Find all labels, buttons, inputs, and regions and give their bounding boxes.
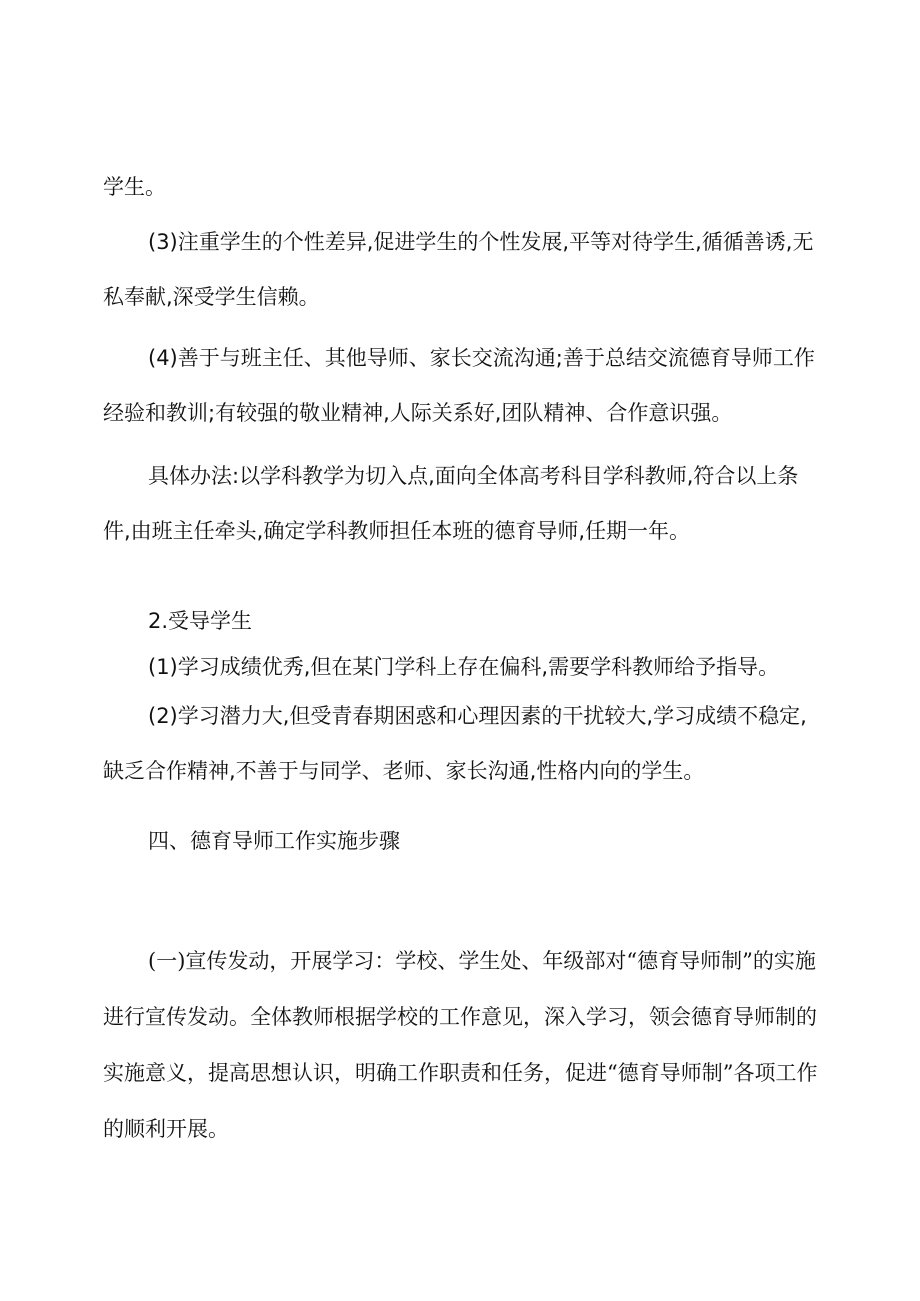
paragraph-specific-method: 具体办法:以学科教学为切入点,面向全体高考科目学科教师,符合以上条件,由班主任牵头,确定学科教师担任本班的德育导师,任期一年。 xyxy=(103,464,799,543)
paragraph-step-1: (一)宣传发动，开展学习：学校、学生处、年级部对“德育导师制”的实施进行宣传发动。全体教师根据学校的工作意见，深入学习，领会德育导师制的实施意义，提高思想认识，明确工作职责和任务，促进“德育导师制”各项工作的顺利开展。 xyxy=(103,949,818,1141)
section-heading-steps: 四、德育导师工作实施步骤 xyxy=(148,829,400,853)
paragraph-student-2: (2)学习潜力大,但受青春期困惑和心理因素的干扰较大,学习成绩不稳定,缺乏合作精神,不善于与同学、老师、家长沟通,性格内向的学生。 xyxy=(103,704,807,783)
paragraph-item-3: (3)注重学生的个性差异,促进学生的个性发展,平等对待学生,循循善诱,无私奉献,深受学生信赖。 xyxy=(103,230,814,309)
paragraph-item-4: (4)善于与班主任、其他导师、家长交流沟通;善于总结交流德育导师工作经验和教训;有较强的敬业精神,人际关系好,团队精神、合作意识强。 xyxy=(103,346,815,425)
section-heading-students: 2.受导学生 xyxy=(148,609,253,633)
paragraph-continuation: 学生。 xyxy=(103,175,166,199)
paragraph-student-1: (1)学习成绩优秀,但在某门学科上存在偏科,需要学科教师给予指导。 xyxy=(148,655,780,679)
